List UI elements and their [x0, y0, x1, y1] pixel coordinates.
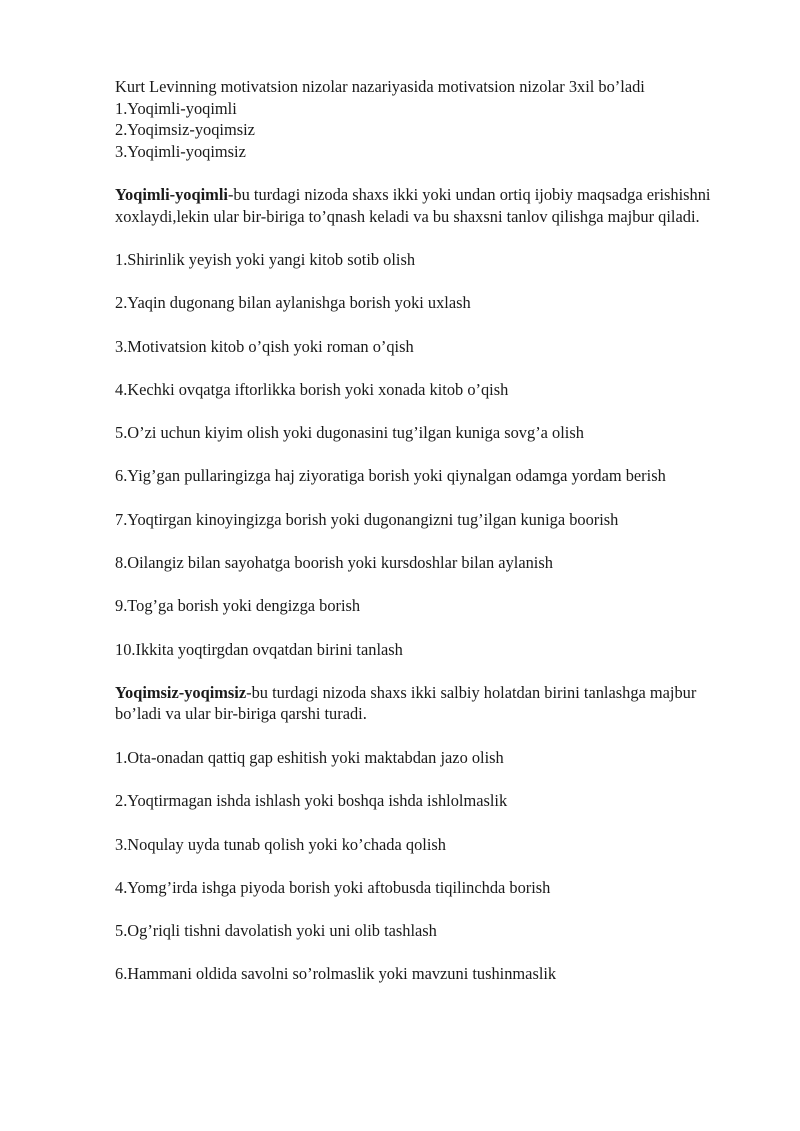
conflict-type-3: 3.Yoqimli-yoqimsiz — [115, 141, 246, 161]
list-item: 5.O’zi uchun kiyim olish yoki dugonasini tug’ilgan kuniga sovg’a olish — [115, 423, 584, 443]
intro-heading: Kurt Levinning motivatsion nizolar nazariyasida motivatsion nizolar 3xil bo’ladi — [115, 77, 645, 96]
list-item: 1.Shirinlik yeyish yoki yangi kitob sotib olish — [115, 250, 416, 269]
list-item: 7.Yoqtirgan kinoyingizga borish yoki dugonangizni tug’ilgan kuniga boorish — [115, 509, 619, 529]
list-item: 6.Yig’gan pullaringizga haj ziyoratiga borish yoki qiynalgan odamga yordam berish — [115, 466, 666, 486]
list-item: 10.Ikkita yoqtirgdan ovqatdan birini tanlash — [115, 639, 403, 659]
section2-definition — [115, 682, 740, 725]
intro-block — [115, 76, 740, 162]
section2-list — [115, 747, 740, 985]
section1-definition-text: -bu turdagi nizoda shaxs ikki yoki undan ortiq ijobiy maqsadga erishishni xoxlaydi,lekin ular bir-biriga to’qnash keladi va bu shaxsni tanlov qilishga majbur qiladi. — [115, 185, 711, 226]
section2-definition-text: -bu turdagi nizoda shaxs ikki salbiy holatdan birini tanlashga majbur bo’ladi va ular bir-biriga qarshi turadi. — [115, 682, 697, 724]
section1-definition — [115, 184, 740, 227]
list-item: 2.Yaqin dugonang bilan aylanishga borish yoki uxlash — [115, 293, 471, 313]
list-item: 1.Ota-onadan qattiq gap eshitish yoki maktabdan jazo olish — [115, 747, 504, 767]
document-page — [115, 76, 740, 1007]
list-item: 8.Oilangiz bilan sayohatga boorish yoki kursdoshlar bilan aylanish — [115, 553, 553, 573]
list-item: 3.Motivatsion kitob o’qish yoki roman o’qish — [115, 336, 414, 356]
list-item: 4.Yomg’irda ishga piyoda borish yoki aftobusda tiqilinchda borish — [115, 877, 551, 897]
section1-term: Yoqimli-yoqimli — [115, 185, 228, 204]
list-item: 2.Yoqtirmagan ishda ishlash yoki boshqa ishda ishlolmaslik — [115, 791, 508, 811]
list-item: 5.Og’riqli tishni davolatish yoki uni olib tashlash — [115, 921, 437, 941]
conflict-type-1: 1.Yoqimli-yoqimli — [115, 98, 237, 118]
list-item: 9.Tog’ga borish yoki dengizga borish — [115, 596, 361, 616]
conflict-type-2: 2.Yoqimsiz-yoqimsiz — [115, 120, 255, 139]
list-item: 3.Noqulay uyda tunab qolish yoki ko’chada qolish — [115, 834, 446, 854]
list-item: 4.Kechki ovqatga iftorlikka borish yoki xonada kitob o’qish — [115, 379, 509, 399]
list-item: 6.Hammani oldida savolni so’rolmaslik yoki mavzuni tushinmaslik — [115, 964, 557, 984]
section1-list — [115, 249, 740, 660]
section2-term: Yoqimsiz-yoqimsiz — [115, 682, 247, 702]
